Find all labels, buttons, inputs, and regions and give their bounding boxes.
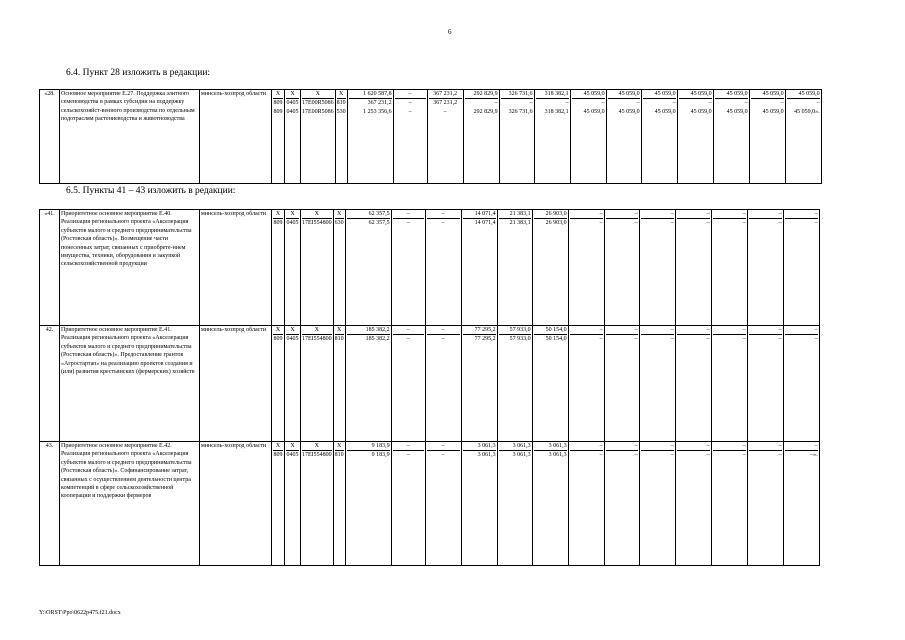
- value-line: –: [785, 442, 818, 451]
- value-line: X: [335, 326, 344, 335]
- value-line: –: [441, 220, 445, 227]
- value-line: –: [713, 326, 746, 335]
- value-line: 21 383,1: [499, 210, 531, 219]
- value-line: 809: [273, 220, 283, 227]
- value-cell: [532, 326, 568, 442]
- value-line: –: [641, 210, 674, 219]
- value-line: –: [599, 452, 603, 459]
- value-line: 326 731,6: [501, 90, 533, 99]
- value-line: –: [814, 336, 818, 343]
- value-cell: [675, 326, 711, 442]
- value-line: –: [634, 220, 638, 227]
- value-line: 45 059,0: [751, 90, 784, 99]
- item-number: 43.: [40, 442, 60, 566]
- value-cell: [570, 90, 606, 184]
- value-cell: [272, 210, 285, 326]
- value-line: –: [601, 100, 605, 107]
- value-cell: [461, 442, 497, 566]
- value-line: –: [395, 90, 426, 99]
- value-cell: [497, 210, 532, 326]
- value-cell: [677, 90, 713, 184]
- value-line: 45 059,0: [726, 108, 748, 115]
- table-row: [40, 326, 856, 442]
- value-line: 45 059,0: [654, 108, 676, 115]
- value-line: X: [286, 210, 299, 219]
- file-path-footer: Y:\ORST\Ppo\0622p475.f21.docx: [39, 610, 121, 616]
- value-line: –: [570, 210, 603, 219]
- value-line: 17ЕI554800: [302, 220, 332, 227]
- value-cell: [285, 90, 301, 184]
- value-line: –: [706, 336, 710, 343]
- value-cell: [497, 442, 532, 566]
- value-line: 810: [334, 336, 344, 343]
- value-line: –: [570, 326, 603, 335]
- value-line: –: [393, 326, 424, 335]
- value-line: 367 231,2: [429, 90, 462, 99]
- value-line: 77 295,2: [474, 336, 496, 343]
- value-cell: [497, 326, 532, 442]
- value-cell: [285, 326, 301, 442]
- value-line: X: [335, 442, 344, 451]
- value-cell: [427, 90, 463, 184]
- value-line: 9 183,9: [371, 452, 390, 459]
- value-line: –: [406, 220, 410, 227]
- item-name: Приоритетное основное мероприятие Е.41. Реализация регионального проекта «Акселерация субъектов малого и среднего предпринимательства (Ростовская область)». Предоставление грантов «Агростартап» на реализацию проектов создания и (или) развития крестьянских (фермерских) хозяйств: [60, 326, 200, 442]
- table-item-28: [39, 89, 857, 184]
- value-line: 45 059,0: [608, 90, 640, 99]
- item-number: 42.: [40, 326, 60, 442]
- value-line: –: [606, 442, 638, 451]
- item-name: Приоритетное основное мероприятие Е.40. Реализация регионального проекта «Акселерация субъектов малого и среднего предпринимательства (Ростовская область)». Возмещение части понесенных затрат, связанных с приобрете-нием имущества, техники, оборудования и закупкой сельскохозяйственной продукции: [60, 210, 200, 326]
- value-line: 17Е00R5086: [302, 100, 334, 107]
- value-cell: [606, 90, 641, 184]
- value-line: 292 829,9: [465, 90, 498, 99]
- value-line: –: [441, 452, 445, 459]
- value-line: –: [785, 326, 818, 335]
- value-line: 3 061,3: [512, 452, 531, 459]
- value-cell: [711, 210, 747, 326]
- value-cell: [461, 326, 497, 442]
- value-cell: [783, 326, 819, 442]
- value-line: 3 061,3: [499, 442, 531, 451]
- section-heading-6-5: 6.5. Пункты 41 – 43 изложить в редакции:: [66, 186, 236, 196]
- value-cell: [463, 90, 499, 184]
- value-cell: [568, 326, 604, 442]
- value-cell: [391, 210, 425, 326]
- value-line: –: [406, 452, 410, 459]
- item-executor: минсель-хозпрод области: [200, 442, 272, 566]
- value-line: 530: [336, 108, 346, 115]
- value-line: X: [335, 210, 344, 219]
- value-line: –: [670, 336, 674, 343]
- value-line: –: [713, 442, 746, 451]
- item-executor: минсель-хозпрод области: [200, 210, 272, 326]
- value-line: 810: [336, 100, 346, 107]
- value-line: 45 059,0: [762, 108, 784, 115]
- value-line: –: [641, 326, 674, 335]
- value-line: 809: [273, 452, 283, 459]
- value-line: X: [286, 326, 299, 335]
- value-line: X: [273, 442, 283, 451]
- value-line: –: [427, 442, 460, 451]
- value-line: 1 253 356,6: [363, 108, 392, 115]
- value-line: 630: [334, 220, 344, 227]
- value-cell: [639, 210, 675, 326]
- value-cell: [333, 442, 345, 566]
- item-name: Приоритетное основное мероприятие Е.42. Реализация регионального проекта «Акселерация субъектов малого и среднего предпринимательства (Ростовская область)». Софинансирование затрат, связанных с осуществлением деятельности центра компетенций в сфере сельскохозяйственной кооперации и поддержки фермеров: [60, 442, 200, 566]
- value-cell: [301, 326, 334, 442]
- value-line: –: [816, 100, 820, 107]
- value-line: –: [634, 336, 638, 343]
- value-line: –: [443, 108, 447, 115]
- value-line: X: [302, 90, 334, 99]
- value-cell: [333, 326, 345, 442]
- value-line: –: [749, 442, 782, 451]
- value-line: 21 383,1: [509, 220, 531, 227]
- value-line: 17ЕI554800: [302, 336, 332, 343]
- value-cell: [711, 442, 747, 566]
- value-line: 810: [334, 452, 344, 459]
- value-cell: [747, 326, 783, 442]
- table-items-41-43: [39, 209, 856, 566]
- value-line: 3 061,3: [477, 452, 496, 459]
- value-line: –: [565, 100, 569, 107]
- value-line: X: [286, 90, 299, 99]
- value-cell: [425, 210, 461, 326]
- value-cell: [675, 210, 711, 326]
- value-line: –: [677, 442, 710, 451]
- value-line: 57 933,0: [499, 326, 531, 335]
- value-line: 809: [273, 100, 283, 107]
- value-line: –: [606, 210, 638, 219]
- table-row: [40, 210, 856, 326]
- value-line: –: [393, 442, 424, 451]
- value-line: 367 231,2: [433, 100, 458, 107]
- value-line: 17Е00R5086: [302, 108, 334, 115]
- value-line: 0405: [286, 220, 299, 227]
- value-line: –: [529, 100, 533, 107]
- value-line: –: [785, 210, 818, 219]
- value-cell: [785, 90, 821, 184]
- value-cell: [639, 442, 675, 566]
- value-line: –: [599, 220, 603, 227]
- value-line: 3 061,3: [534, 442, 567, 451]
- value-cell: [285, 210, 301, 326]
- value-line: 809: [273, 108, 283, 115]
- value-line: 292 829,9: [473, 108, 498, 115]
- value-line: –: [780, 100, 784, 107]
- value-line: 185 382,2: [365, 336, 390, 343]
- value-line: –: [742, 336, 746, 343]
- value-line: X: [337, 90, 346, 99]
- table-row: [40, 442, 856, 566]
- value-line: 1 620 587,8: [349, 90, 392, 99]
- value-line: 62 357,5: [347, 210, 390, 219]
- value-cell: [534, 90, 570, 184]
- value-line: 50 154,0: [534, 326, 567, 335]
- value-line: –: [713, 210, 746, 219]
- value-line: –: [599, 336, 603, 343]
- value-cell: [568, 210, 604, 326]
- page-number: 6: [448, 28, 452, 36]
- value-line: –: [742, 452, 746, 459]
- value-line: 45 059,0: [572, 90, 605, 99]
- value-line: –: [778, 336, 782, 343]
- value-line: –: [393, 210, 424, 219]
- value-line: –: [408, 108, 412, 115]
- value-cell: [711, 326, 747, 442]
- value-cell: [783, 442, 819, 566]
- value-line: –: [814, 220, 818, 227]
- value-line: 77 295,2: [463, 326, 496, 335]
- value-cell: [461, 210, 497, 326]
- value-line: 26 903,0: [534, 210, 567, 219]
- item-number: «28.: [40, 90, 60, 184]
- value-line: 14 071,4: [474, 220, 496, 227]
- value-line: X: [302, 210, 332, 219]
- value-line: 45 059,0: [618, 108, 640, 115]
- value-line: X: [273, 326, 283, 335]
- value-line: 45 059,0: [690, 108, 712, 115]
- value-line: –: [749, 326, 782, 335]
- value-line: 45 059,0: [679, 90, 712, 99]
- value-line: –: [606, 326, 638, 335]
- value-cell: [301, 442, 334, 566]
- value-line: –: [427, 210, 460, 219]
- value-line: 45 059,0: [583, 108, 605, 115]
- value-line: –: [672, 100, 676, 107]
- value-cell: [345, 326, 391, 442]
- value-cell: [345, 210, 391, 326]
- value-line: 809: [273, 336, 283, 343]
- value-line: 3 061,3: [463, 442, 496, 451]
- value-line: –: [706, 452, 710, 459]
- item-executor: минсель-хозпрод области: [200, 326, 272, 442]
- value-line: 318 382,1: [536, 90, 569, 99]
- value-line: –: [441, 336, 445, 343]
- value-line: –: [570, 442, 603, 451]
- value-cell: [675, 442, 711, 566]
- value-cell: [532, 442, 568, 566]
- value-line: 50 154,0: [545, 336, 567, 343]
- value-cell: [272, 442, 285, 566]
- value-line: –: [749, 210, 782, 219]
- value-line: –: [708, 100, 712, 107]
- value-line: 318 382,1: [544, 108, 569, 115]
- value-line: –: [742, 220, 746, 227]
- value-line: –: [427, 326, 460, 335]
- value-line: X: [302, 326, 332, 335]
- value-cell: [749, 90, 785, 184]
- value-line: –: [677, 210, 710, 219]
- value-line: –: [706, 220, 710, 227]
- value-line: –: [778, 452, 782, 459]
- value-cell: [285, 442, 301, 566]
- value-line: –: [670, 452, 674, 459]
- value-cell: [301, 90, 336, 184]
- value-cell: [604, 442, 639, 566]
- item-executor: минсель-хозпрод области: [200, 90, 272, 184]
- value-cell: [301, 210, 334, 326]
- value-line: –: [494, 100, 498, 107]
- value-cell: [347, 90, 393, 184]
- value-line: –».: [810, 452, 818, 459]
- value-line: 0405: [286, 452, 299, 459]
- value-cell: [391, 442, 425, 566]
- value-cell: [272, 90, 285, 184]
- item-number: «41.: [40, 210, 60, 326]
- value-line: 17ЕI554800: [302, 452, 332, 459]
- value-line: 0405: [286, 100, 299, 107]
- value-cell: [532, 210, 568, 326]
- value-line: 14 071,4: [463, 210, 496, 219]
- value-cell: [425, 442, 461, 566]
- value-line: 185 382,2: [347, 326, 390, 335]
- value-cell: [604, 326, 639, 442]
- value-cell: [747, 442, 783, 566]
- value-line: 45 059,0: [643, 90, 676, 99]
- value-cell: [393, 90, 427, 184]
- value-cell: [345, 442, 391, 566]
- value-line: 62 357,5: [368, 220, 390, 227]
- value-line: –: [636, 100, 640, 107]
- value-line: –: [778, 220, 782, 227]
- value-cell: [391, 326, 425, 442]
- value-cell: [272, 326, 285, 442]
- value-line: –: [670, 220, 674, 227]
- value-line: –: [744, 100, 748, 107]
- value-cell: [639, 326, 675, 442]
- value-line: 26 903,0: [545, 220, 567, 227]
- value-line: 45 059,0: [715, 90, 748, 99]
- value-cell: [604, 210, 639, 326]
- value-line: 45 059,0: [787, 90, 820, 99]
- value-line: –: [677, 326, 710, 335]
- value-cell: [425, 326, 461, 442]
- value-cell: [783, 210, 819, 326]
- value-line: 45 059,0».: [794, 108, 820, 115]
- value-line: –: [406, 336, 410, 343]
- value-line: 57 933,0: [509, 336, 531, 343]
- value-cell: [713, 90, 749, 184]
- value-line: 0405: [286, 336, 299, 343]
- value-cell: [335, 90, 347, 184]
- value-line: 9 183,9: [347, 442, 390, 451]
- value-line: 3 061,3: [548, 452, 567, 459]
- value-line: 367 231,2: [367, 100, 392, 107]
- value-line: X: [273, 90, 283, 99]
- value-line: X: [273, 210, 283, 219]
- value-line: 326 731,6: [508, 108, 533, 115]
- value-cell: [568, 442, 604, 566]
- value-line: X: [286, 442, 299, 451]
- value-cell: [499, 90, 534, 184]
- item-name: Основное мероприятие Е.27. Поддержка элитного семеноводства в рамках субсидии на поддержку сельскохозяйст-венного производства по отдельным подотраслям растениеводства и животноводства: [60, 90, 200, 184]
- value-line: –: [408, 100, 412, 107]
- table-row: [40, 90, 858, 184]
- value-line: 0405: [286, 108, 299, 115]
- value-cell: [641, 90, 677, 184]
- value-line: –: [634, 452, 638, 459]
- section-heading-6-4: 6.4. Пункт 28 изложить в редакции:: [66, 68, 211, 78]
- value-line: X: [302, 442, 332, 451]
- value-cell: [333, 210, 345, 326]
- value-line: –: [641, 442, 674, 451]
- value-cell: [747, 210, 783, 326]
